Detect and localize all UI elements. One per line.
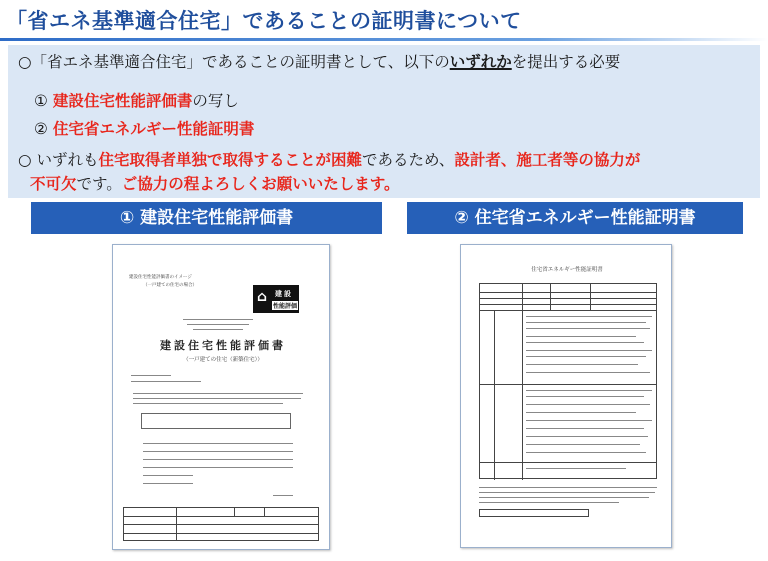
- doc1-header: 建設住宅性能評価書のイメージ: [129, 275, 192, 280]
- requirement-suffix: を提出する必要: [511, 53, 621, 71]
- item-1-rest: の写し: [192, 92, 239, 110]
- cooperation-difficulty: 住宅取得者単独で取得することが困難: [98, 151, 362, 169]
- requirement-prefix: ○「省エネ基準適合住宅」であることの証明書として、以下の: [18, 53, 450, 71]
- doc1-subtitle: （一戸建ての住宅（新築住宅））: [183, 357, 263, 363]
- doc1-title: 建設住宅性能評価書: [160, 339, 286, 352]
- badge-line-1: 建設: [275, 290, 293, 298]
- doc1-header-sub: （一戸建ての住宅の場合）: [143, 283, 197, 288]
- info-line-request: [30, 173, 400, 195]
- energy-certificate-document: [460, 244, 672, 548]
- header-construction-evaluation: ① 建設住宅性能評価書: [31, 202, 382, 234]
- doc2-date-box: [479, 509, 589, 517]
- doc2-table: [479, 283, 657, 479]
- info-line-requirement: [18, 51, 620, 73]
- cooperation-prefix: ○ いずれも: [18, 151, 99, 169]
- requirement-emphasis: いずれか: [449, 53, 512, 71]
- badge-line-2: 性能評価: [273, 303, 298, 310]
- item-1-number: ①: [34, 92, 48, 110]
- request-please: ご協力の程よろしくお願いいたします。: [121, 175, 400, 193]
- request-middle: です。: [76, 175, 122, 193]
- info-item-1: [34, 90, 239, 112]
- cooperation-middle: であるため、: [361, 151, 455, 169]
- header-energy-certificate: ② 住宅省エネルギー性能証明書: [407, 202, 743, 234]
- page-title: 「省エネ基準適合住宅」であることの証明書について: [6, 9, 522, 33]
- construction-evaluation-document: [112, 244, 330, 550]
- item-2-name: 住宅省エネルギー性能証明書: [52, 120, 255, 138]
- request-essential: 不可欠: [30, 175, 77, 193]
- info-box: [8, 45, 760, 198]
- doc1-note-box: [141, 413, 291, 429]
- info-line-cooperation: [18, 149, 640, 171]
- house-icon: ⌂: [257, 289, 268, 305]
- performance-evaluation-badge: [253, 285, 299, 313]
- title-underline: [0, 38, 768, 41]
- doc2-title: 住宅省エネルギー性能証明書: [531, 267, 603, 273]
- info-item-2: [34, 118, 254, 140]
- item-2-number: ②: [34, 120, 48, 138]
- cooperation-parties: 設計者、施工者等の協力が: [454, 151, 641, 169]
- item-1-name: 建設住宅性能評価書: [52, 92, 193, 110]
- doc1-table: [123, 507, 319, 541]
